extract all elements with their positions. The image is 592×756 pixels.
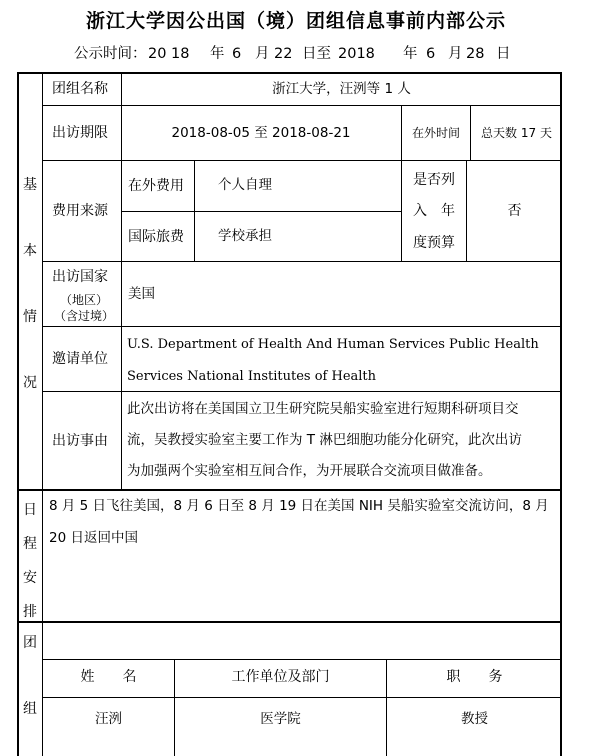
- basic-char: 基: [23, 177, 37, 193]
- schedule-divider: [42, 489, 43, 623]
- basic-char: 本: [23, 243, 37, 259]
- row-divider: [42, 326, 562, 327]
- page-title: 浙江大学因公出国（境）团组信息事前内部公示: [85, 10, 506, 32]
- date-end-year: 2018: [338, 46, 375, 62]
- group-name-value: 浙江大学，汪洌等 1 人: [272, 81, 411, 97]
- members-header-name: 姓 名: [80, 669, 137, 685]
- visit-period-value: 2018-08-05 至 2018-08-21: [171, 125, 351, 141]
- basic-section-divider: [42, 72, 43, 489]
- visit-period-label: 出访期限: [52, 125, 108, 141]
- purpose-line: 为加强两个实验室相互间合作，为开展联合交流项目做准备。: [127, 463, 492, 479]
- schedule-char: 程: [23, 536, 37, 552]
- inviter-value-line: U.S. Department of Health And Human Services Public Health: [127, 337, 539, 352]
- date-end-year-unit: 年: [403, 46, 418, 62]
- date-end-month: 6: [426, 46, 436, 62]
- date-label: 公示时间：: [74, 46, 147, 62]
- members-divider: [42, 621, 43, 756]
- schedule-char: 安: [23, 570, 37, 586]
- row-divider: [42, 391, 562, 392]
- purpose-line: 流，吴教授实验室主要工作为 T 淋巴细胞功能分化研究，此次出访: [127, 432, 522, 448]
- schedule-line: 8 月 5 日飞往美国，8 月 6 日至 8 月 19 日在美国 NIH 吴船实验室交流访问，8 月: [49, 498, 549, 514]
- schedule-top-border: [17, 489, 562, 491]
- members-char: 组: [23, 701, 37, 717]
- inviter-label: 邀请单位: [52, 351, 108, 367]
- schedule-char: 日: [23, 502, 37, 518]
- abroad-fee-label: 在外费用: [128, 178, 184, 194]
- country-label-transit: （含过境）: [53, 309, 114, 323]
- member-title: 教授: [461, 711, 488, 727]
- members-char: 团: [23, 635, 37, 651]
- date-to: 日至: [302, 46, 331, 62]
- purpose-line: 此次出访将在美国国立卫生研究院吴船实验室进行短期科研项目交: [127, 401, 519, 417]
- members-top-border: [17, 621, 562, 623]
- group-name-label: 团组名称: [52, 81, 108, 97]
- row-divider: [42, 105, 562, 106]
- date-day: 22: [274, 46, 293, 62]
- members-header-unit: 工作单位及部门: [231, 669, 330, 685]
- row-divider: [42, 160, 562, 161]
- travel-fee-value: 学校承担: [218, 228, 272, 244]
- budget-answer: 否: [507, 203, 522, 219]
- table-top-border: [17, 72, 562, 74]
- date-end-day: 28: [466, 46, 485, 62]
- inviter-value-line: Services National Institutes of Health: [127, 369, 377, 384]
- schedule-char: 排: [23, 604, 37, 620]
- members-header-bottom: [42, 697, 562, 698]
- basic-char: 情: [23, 309, 37, 325]
- schedule-line: 20 日返回中国: [49, 530, 138, 546]
- table-right-border: [560, 72, 562, 756]
- row-divider: [42, 261, 562, 262]
- date-month: 6: [232, 46, 242, 62]
- member-unit: 医学院: [260, 711, 301, 727]
- travel-fee-label: 国际旅费: [128, 229, 184, 245]
- cell-divider: [121, 211, 401, 212]
- country-label-region: （地区）: [59, 293, 108, 307]
- total-days-value: 总天数 17 天: [481, 126, 552, 140]
- abroad-fee-value: 个人自理: [218, 177, 272, 193]
- purpose-label: 出访事由: [52, 433, 108, 449]
- date-month-unit: 月: [255, 46, 270, 62]
- member-name: 汪洌: [95, 711, 122, 727]
- funding-label: 费用来源: [52, 203, 108, 219]
- budget-question-line: 度预算: [413, 235, 455, 251]
- date-year: 20 18: [148, 46, 190, 62]
- budget-question-line: 是否列: [413, 172, 455, 188]
- abroad-time-label: 在外时间: [411, 126, 460, 140]
- date-end-day-unit: 日: [496, 46, 511, 62]
- date-end-month-unit: 月: [448, 46, 463, 62]
- date-year-unit: 年: [210, 46, 225, 62]
- country-label: 出访国家: [52, 269, 108, 285]
- members-header-top: [42, 659, 562, 660]
- cell-divider: [194, 160, 195, 261]
- members-header-title: 职 务: [446, 669, 503, 685]
- budget-question-line: 入 年: [413, 203, 455, 219]
- country-value: 美国: [128, 286, 155, 302]
- basic-char: 况: [23, 375, 37, 391]
